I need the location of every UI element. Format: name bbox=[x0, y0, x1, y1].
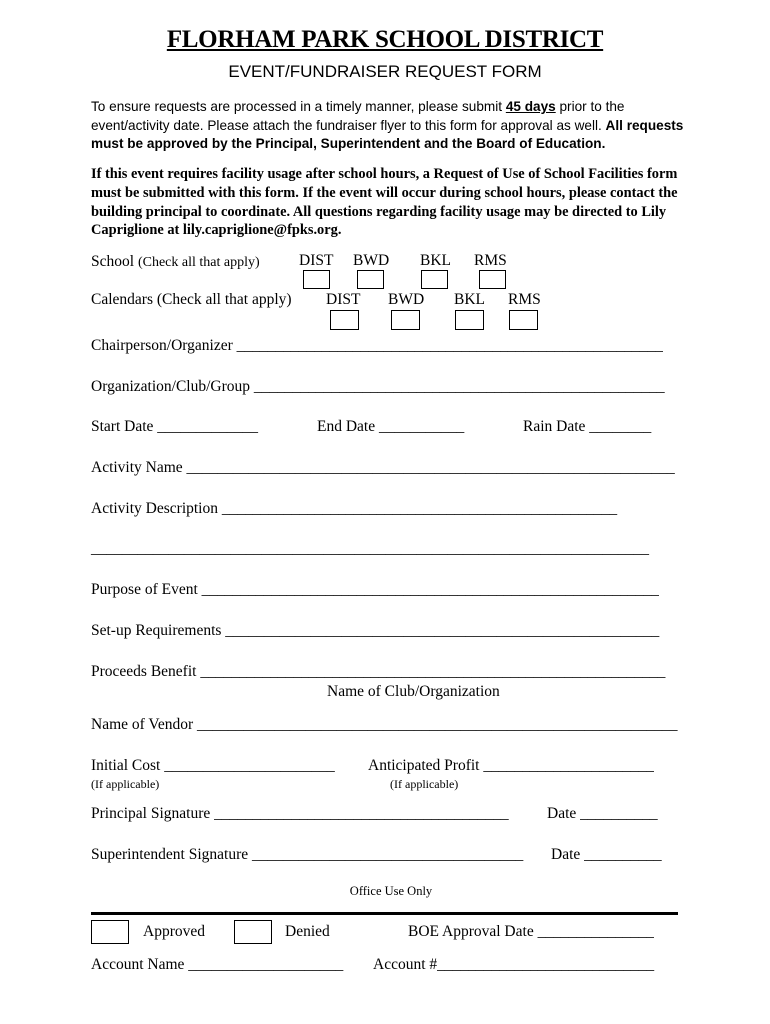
school-option-bwd-label: BWD bbox=[353, 252, 390, 269]
end-date-field[interactable]: End Date ___________ bbox=[317, 418, 465, 435]
anticipated-profit-field[interactable]: Anticipated Profit ______________________ bbox=[368, 757, 654, 774]
instructions-text-1: To ensure requests are processed in a timely manner, please submit bbox=[91, 99, 506, 114]
office-use-divider bbox=[91, 912, 678, 915]
deadline-days: 45 days bbox=[505, 99, 556, 114]
activity-description-line-2[interactable]: ________________________________________________________________________ bbox=[91, 540, 649, 557]
school-option-rms-label: RMS bbox=[474, 252, 507, 269]
calendar-option-bwd-label: BWD bbox=[388, 291, 425, 308]
calendar-bwd-checkbox[interactable] bbox=[391, 310, 420, 330]
school-bkl-checkbox[interactable] bbox=[421, 270, 448, 289]
organization-field[interactable]: Organization/Club/Group _____________________________________________________ bbox=[91, 378, 665, 395]
principal-signature-field[interactable]: Principal Signature ______________________________________ bbox=[91, 805, 509, 822]
approval-requirement: All requests must be approved by the Principal, Superintendent and the Board of Education. bbox=[91, 117, 684, 151]
anticipated-profit-note: (If applicable) bbox=[390, 777, 459, 791]
activity-name-field[interactable]: Activity Name _______________________________________________________________ bbox=[91, 459, 675, 476]
instructions-text-2: prior to the event/activity date. Please attach the fundraiser flyer to this form for approval as well. bbox=[91, 99, 625, 133]
school-option-bkl-label: BKL bbox=[420, 252, 451, 269]
superintendent-signature-field[interactable]: Superintendent Signature ___________________________________ bbox=[91, 846, 524, 863]
instructions-paragraph bbox=[91, 98, 691, 154]
proceeds-caption: Name of Club/Organization bbox=[327, 683, 500, 700]
office-use-heading: Office Use Only bbox=[349, 884, 433, 898]
form-title: EVENT/FUNDRAISER REQUEST FORM bbox=[228, 62, 542, 81]
chairperson-field[interactable]: Chairperson/Organizer _______________________________________________________ bbox=[91, 337, 663, 354]
purpose-field[interactable]: Purpose of Event ___________________________________________________________ bbox=[91, 581, 659, 598]
activity-description-field[interactable]: Activity Description ___________________________________________________ bbox=[91, 500, 618, 517]
approved-label: Approved bbox=[143, 923, 205, 940]
school-hint: (Check all that apply) bbox=[137, 255, 260, 270]
setup-field[interactable]: Set-up Requirements ________________________________________________________ bbox=[91, 622, 660, 639]
school-label bbox=[91, 253, 260, 271]
superintendent-date-field[interactable]: Date __________ bbox=[551, 846, 662, 863]
initial-cost-field[interactable]: Initial Cost ______________________ bbox=[91, 757, 335, 774]
school-option-dist-label: DIST bbox=[299, 252, 334, 269]
account-name-field[interactable]: Account Name ____________________ bbox=[91, 956, 344, 973]
calendar-rms-checkbox[interactable] bbox=[509, 310, 538, 330]
vendor-field[interactable]: Name of Vendor ______________________________________________________________ bbox=[91, 716, 678, 733]
calendar-option-bkl-label: BKL bbox=[454, 291, 485, 308]
start-date-field[interactable]: Start Date _____________ bbox=[91, 418, 259, 435]
school-label-text: School bbox=[91, 253, 135, 270]
calendar-option-rms-label: RMS bbox=[508, 291, 541, 308]
calendar-option-dist-label: DIST bbox=[326, 291, 361, 308]
initial-cost-note: (If applicable) bbox=[91, 777, 160, 791]
approved-checkbox[interactable] bbox=[91, 920, 129, 944]
boe-approval-date-field[interactable]: BOE Approval Date _______________ bbox=[408, 923, 654, 940]
denied-label: Denied bbox=[285, 923, 330, 940]
calendar-dist-checkbox[interactable] bbox=[330, 310, 359, 330]
school-rms-checkbox[interactable] bbox=[479, 270, 506, 289]
account-number-field[interactable]: Account #____________________________ bbox=[373, 956, 655, 973]
facility-notice: If this event requires facility usage after school hours, a Request of Use of School Facilities form must be submitted with this form. If the event will occur during school hours, please contact the building principal to coordinate. All questions regarding facility usage may be directed to Lily Capriglione at lily.capriglione@fpks.org. bbox=[91, 166, 678, 239]
rain-date-field[interactable]: Rain Date ________ bbox=[523, 418, 652, 435]
school-dist-checkbox[interactable] bbox=[303, 270, 330, 289]
school-bwd-checkbox[interactable] bbox=[357, 270, 384, 289]
district-title: FLORHAM PARK SCHOOL DISTRICT bbox=[166, 26, 604, 53]
principal-date-field[interactable]: Date __________ bbox=[547, 805, 658, 822]
calendars-label: Calendars (Check all that apply) bbox=[91, 291, 292, 308]
calendar-bkl-checkbox[interactable] bbox=[455, 310, 484, 330]
proceeds-field[interactable]: Proceeds Benefit ____________________________________________________________ bbox=[91, 663, 666, 680]
denied-checkbox[interactable] bbox=[234, 920, 272, 944]
